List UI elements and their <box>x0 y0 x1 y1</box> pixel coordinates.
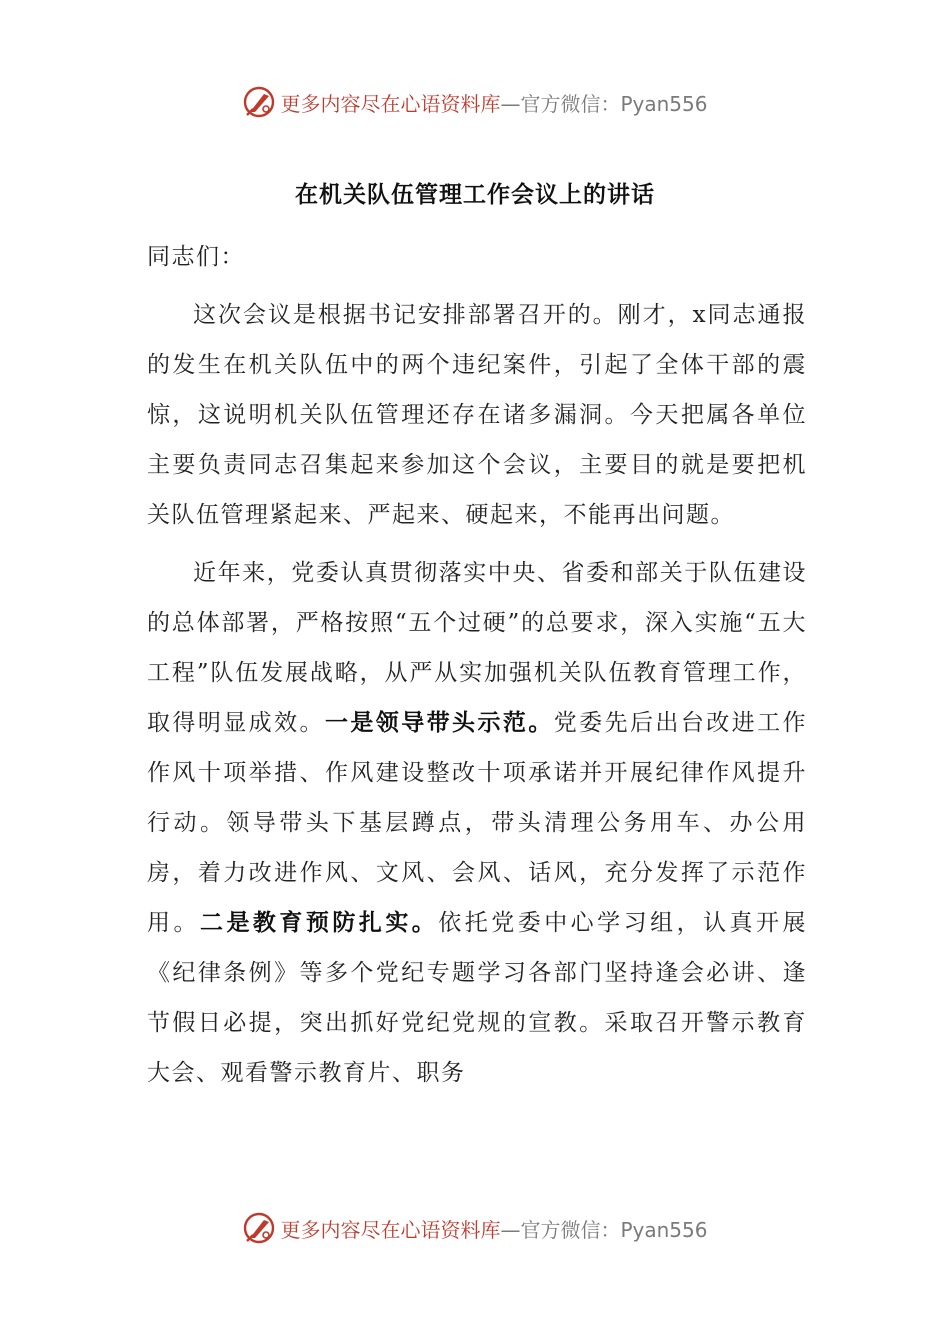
point-two-text: 依托党委中心学习组，认真开展《纪律条例》等多个党纪专题学习各部门坚持逢会必讲、逢节假日必提，突出抓好党纪党规的宣教。采取召开警示教育大会、观看警示教育片、职务 <box>147 910 808 1086</box>
quill-logo-icon <box>242 85 276 119</box>
footer-banner <box>0 1208 950 1248</box>
document-body <box>147 232 807 1098</box>
banner-lead-text: 更多内容尽在心语资料库 <box>280 91 501 116</box>
greeting: 同志们： <box>147 244 245 270</box>
point-one-heading: 一是领导带头示范。 <box>324 709 554 736</box>
header-banner <box>0 82 950 122</box>
quill-logo-icon <box>242 1211 276 1245</box>
paragraph-1: 这次会议是根据书记安排部署召开的。刚才，x同志通报的发生在机关队伍中的两个违纪案件，引起了全体干部的震惊，这说明机关队伍管理还存在诸多漏洞。今天把属各单位主要负责同志召集起来参加这个会议，主要目的就是要把机关队伍管理紧起来、严起来、硬起来，不能再出问题。 <box>147 302 807 528</box>
banner-wechat-text: —官方微信：Pyan556 <box>500 1217 708 1242</box>
point-two-heading: 二是教育预防扎实。 <box>199 909 439 936</box>
banner-lead-text: 更多内容尽在心语资料库 <box>280 1217 501 1242</box>
document-title: 在机关队伍管理工作会议上的讲话 <box>295 181 655 208</box>
paragraph-2-intro: 近年来，党委认真贯彻落实中央、省委和部关于队伍建设的总体部署，严格按照“五个过硬”的总要求，深入实施“五大工程”队伍发展战略，从严从实加强机关队伍教育管理工作，取得明显成效。 <box>147 560 807 736</box>
point-one-text: 党委先后出台改进工作作风十项举措、作风建设整改十项承诺并开展纪律作风提升行动。领导带头下基层蹲点，带头清理公务用车、办公用房，着力改进作风、文风、会风、话风，充分发挥了示范作用。 <box>147 710 808 936</box>
paragraph-2 <box>147 548 807 1098</box>
banner-wechat-text: —官方微信：Pyan556 <box>500 91 708 116</box>
